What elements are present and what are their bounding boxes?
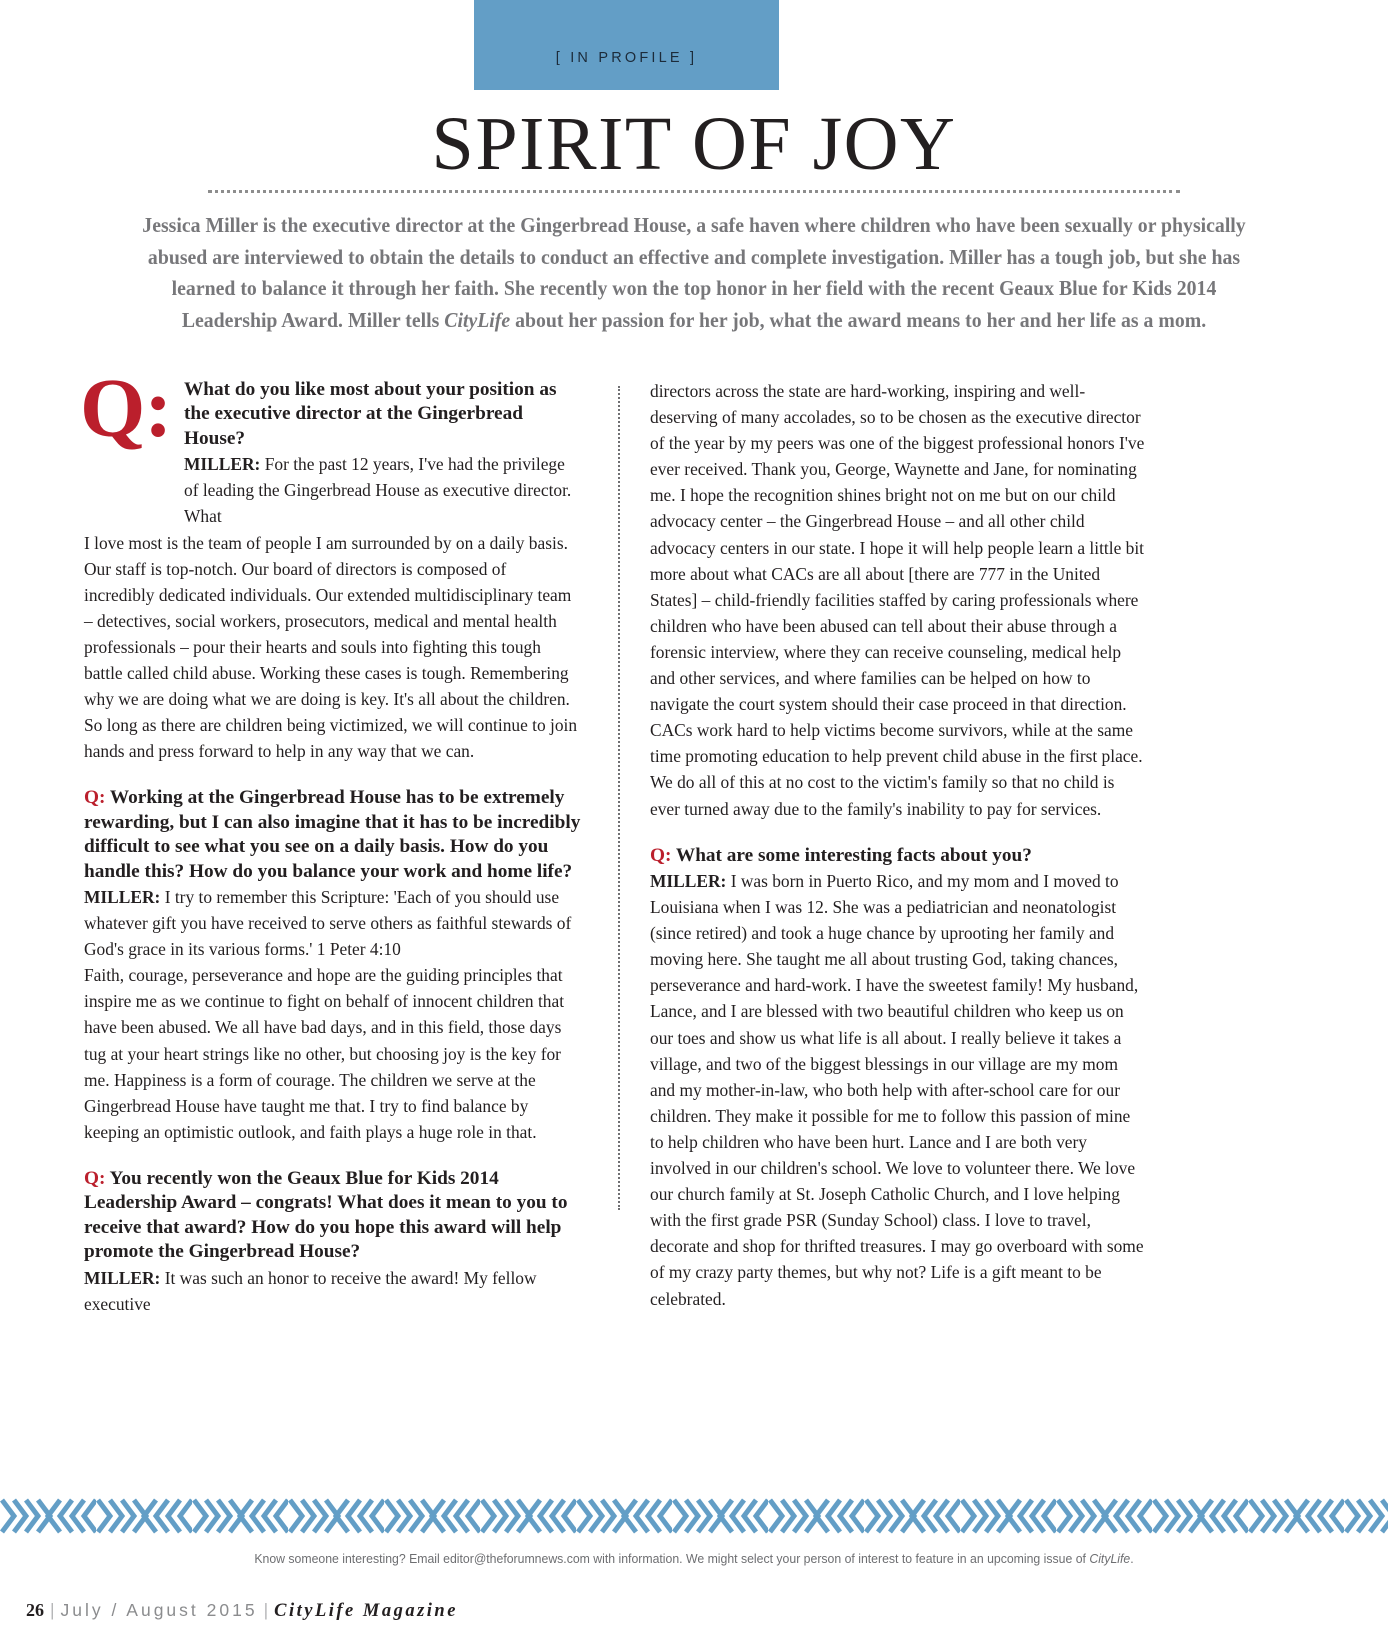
kicker-label: [ IN PROFILE ] xyxy=(555,50,698,66)
answer-3-first-text: It was such an honor to receive the award! My fellow executive xyxy=(84,1267,537,1314)
footer-note xyxy=(49,1551,1340,1566)
left-column xyxy=(80,362,581,1317)
answer-2-first-text: I try to remember this Scripture: 'Each of you should use whatever gift you have received to serve others as faithful stewards of God's grace in its various forms.' 1 Peter 4:10 xyxy=(84,886,572,960)
speaker-label-2: MILLER: xyxy=(84,886,161,907)
dropcap-q: Q: xyxy=(80,362,172,455)
publication-name: CityLife Magazine xyxy=(274,1601,458,1621)
answer-4 xyxy=(650,868,1147,1312)
issue-date: July / August 2015 xyxy=(60,1600,258,1620)
qa-block-4 xyxy=(650,844,1147,1312)
qa-block-3 xyxy=(84,1167,581,1317)
speaker-label-4: MILLER: xyxy=(650,871,727,891)
deck-magazine-name: CityLife xyxy=(444,307,511,332)
deck-text-part1: Jessica Miller is the executive director at the Gingerbread House, a safe haven where children who have been sexually or physically abused are interviewed to obtain the details to conduct an effective and complete investigation. Miller has a tough job, but she has learned to balance it through her faith. She recently won the top honor in her field with the recent Geaux Blue for Kids 2014 Leadership Award. Miller tells xyxy=(142,213,1246,332)
question-3-text: You recently won the Geaux Blue for Kids 2014 Leadership Award – congrats! What does it mean to you to receive that award? How do you hope this award will help promote the Gingerbread House? xyxy=(84,1167,568,1263)
folio xyxy=(26,1600,458,1622)
answer-3-continuation: directors across the state are hard-working, inspiring and well-deserving of many accolades, so to be chosen as the executive director of the year by my peers was one of the biggest professional honors I've ever received. Thank you, George, Waynette and Jane, for nominating me. I hope the recognition shines bright not on me but on our child advocacy center – the Gingerbread House – and all other child advocacy centers in our state. I hope it will help people learn a little bit more about what CACs are all about [there are 777 in the United States] – child-friendly facilities staffed by caring professionals where children who have been abused can tell about their abuse through a forensic interview, where they can receive counseling, medical help and other services, and where families can be helped on how to navigate the court system should their case proceed in that direction. CACs work hard to help victims become survivors, while at the same time promoting education to help prevent child abuse in the first place. We do all of this at no cost to the victim's family so that no child is ever turned away due to the family's inability to pay for services. xyxy=(650,381,1145,819)
footer-note-part1: Know someone interesting? Email editor@theforumnews.com with information. We might select your person of interest to feature in an upcoming issue of xyxy=(254,1551,1090,1566)
right-column xyxy=(650,378,1147,1312)
question-3 xyxy=(84,1167,581,1265)
column-divider xyxy=(618,386,620,1210)
qa-block-1 xyxy=(80,362,581,764)
question-1: What do you like most about your position as the executive director at the Gingerbread House? xyxy=(184,379,557,449)
question-4 xyxy=(650,844,1147,868)
qa-block-2 xyxy=(84,786,581,1145)
question-2-text: Working at the Gingerbread House has to be extremely rewarding, but I can also imagine that it has to be incredibly difficult to see what you see on a daily basis. How do you handle this? How do you balance your work and home life? xyxy=(84,787,581,882)
question-marker-3: Q: xyxy=(84,1167,106,1189)
question-marker-2: Q: xyxy=(84,787,106,809)
decorative-chevron-band xyxy=(0,1497,1388,1535)
answer-2-first xyxy=(84,884,581,962)
question-marker-4: Q: xyxy=(650,844,672,866)
folio-separator-1: | xyxy=(50,1600,55,1620)
article-deck xyxy=(122,210,1266,336)
footer-note-magazine: CityLife xyxy=(1089,1551,1131,1566)
in-profile-banner xyxy=(474,0,779,90)
answer-1-first-text: For the past 12 years, I've had the privilege of leading the Gingerbread House as executive director. What xyxy=(184,454,572,527)
answer-3-first xyxy=(84,1265,581,1317)
answer-4-text: I was born in Puerto Rico, and my mom and I moved to Louisiana when I was 12. She was a pediatrician and neonatologist (since retired) and took a huge chance by uprooting her family and moving here. She taught me all about trusting God, taking chances, perseverance and hard-work. I have the sweetest family! My husband, Lance, and I are blessed with two beautiful children who keep us on our toes and show us what life is all about. I really believe it takes a village, and two of the biggest blessings in our village are my mom and my mother-in-law, who both help with after-school care for our children. They make it possible for me to follow this passion of mine to help children who have been hurt. Lance and I are both very involved in our children's school. We love to volunteer there. We love our church family at St. Joseph Catholic Church, and I love helping with the first grade PSR (Sunday School) class. I love to travel, decorate and shop for thrifted treasures. I may go overboard with some of my crazy party themes, but why not? Life is a gift meant to be celebrated. xyxy=(650,871,1144,1309)
question-4-text: What are some interesting facts about you? xyxy=(675,844,1032,866)
qa-block-3-continuation xyxy=(650,378,1147,822)
chevron-pattern-svg xyxy=(0,1497,1388,1535)
answer-1-first xyxy=(84,451,581,529)
answer-1-rest: I love most is the team of people I am surrounded by on a daily basis. Our staff is top-notch. Our board of directors is composed of incredibly dedicated individuals. Our extended multidisciplinary team – detectives, social workers, prosecutors, medical and mental health professionals – pour their hearts and souls into fighting this tough battle called child abuse. Working these cases is tough. Remembering why we are doing what we are doing is key. It's all about the children. So long as there are children being victimized, we will continue to join hands and press forward to help in any way that we can. xyxy=(84,532,578,762)
answer-2-rest: Faith, courage, perseverance and hope are the guiding principles that inspire me as we continue to fight on behalf of innocent children that have been abused. We all have bad days, and in this field, those days tug at your heart strings like no other, but choosing joy is the key for me. Happiness is a form of courage. The children we serve at the Gingerbread House have taught me that. I try to find balance by keeping an optimistic outlook, and faith plays a huge role in that. xyxy=(84,965,565,1142)
page-number: 26 xyxy=(26,1600,44,1620)
page-title: SPIRIT OF JOY xyxy=(431,102,957,186)
question-2 xyxy=(84,786,581,884)
speaker-label-3: MILLER: xyxy=(84,1267,161,1288)
footer-note-part2: . xyxy=(1130,1551,1134,1566)
speaker-label-1: MILLER: xyxy=(184,454,261,475)
deck-text-part2: about her passion for her job, what the award means to her and her life as a mom. xyxy=(510,307,1207,332)
title-divider xyxy=(208,190,1180,196)
folio-separator-2: | xyxy=(263,1600,269,1620)
